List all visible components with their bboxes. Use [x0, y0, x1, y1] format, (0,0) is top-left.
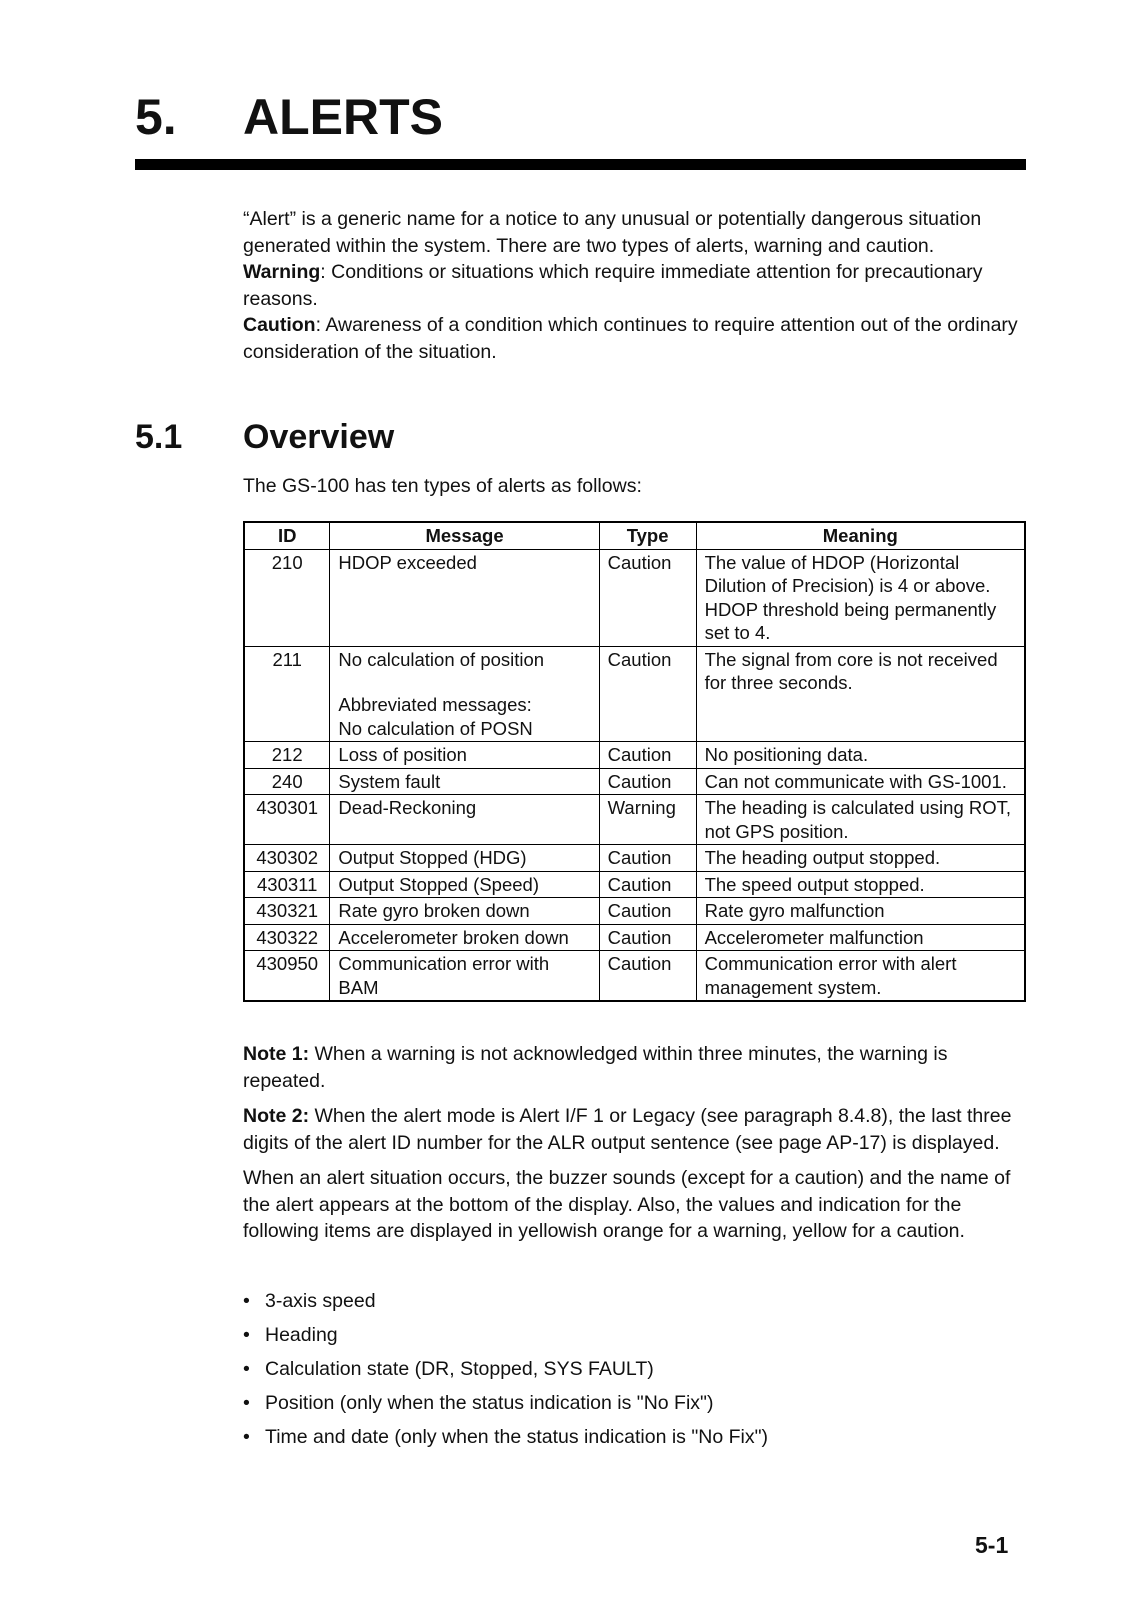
alert-message: Dead-Reckoning — [330, 795, 599, 845]
alert-id: 430321 — [244, 898, 330, 925]
bullet: • — [243, 1324, 250, 1346]
header-meaning: Meaning — [696, 522, 1025, 549]
intro-paragraph: “Alert” is a generic name for a notice to any unusual or potentially dangerous situation generated within the system. There are two types of alerts, warning and caution. — [243, 208, 982, 257]
list-item-text: Heading — [265, 1324, 338, 1346]
alert-message-main: No calculation of position — [338, 648, 545, 670]
list-item — [243, 1322, 1026, 1356]
note-1-text: When a warning is not acknowledged within three minutes, the warning is repeated. — [243, 1043, 948, 1092]
alert-type: Caution — [599, 845, 696, 872]
alert-id: 430950 — [244, 951, 330, 1002]
alert-type: Caution — [599, 768, 696, 795]
chapter-number: 5. — [135, 89, 177, 145]
alert-message: Output Stopped (Speed) — [330, 871, 599, 898]
notes-block — [243, 1041, 1026, 1254]
alert-message: Communication error with BAM — [330, 951, 599, 1002]
alert-meaning: Accelerometer malfunction — [696, 924, 1025, 951]
section-lead: The GS-100 has ten types of alerts as follows: — [243, 475, 642, 497]
bullet: • — [243, 1392, 250, 1414]
alert-display-paragraph: When an alert situation occurs, the buzzer sounds (except for a caution) and the name of the alert appears at the bottom of the display. Also, the values and indication for the following items are displayed in yellowish orange for a warning, yellow for a caution. — [243, 1167, 1011, 1242]
alert-message: Rate gyro broken down — [330, 898, 599, 925]
display-items-list — [243, 1288, 1026, 1458]
note-1 — [243, 1041, 1026, 1094]
alert-message: HDOP exceeded — [330, 549, 599, 646]
list-item-text: Time and date (only when the status indication is "No Fix") — [265, 1426, 769, 1448]
list-item — [243, 1424, 1026, 1458]
chapter-title: ALERTS — [243, 89, 443, 145]
header-type: Type — [599, 522, 696, 549]
note-2-label: Note 2: — [243, 1105, 310, 1127]
alert-message: Accelerometer broken down — [330, 924, 599, 951]
alert-type: Caution — [599, 898, 696, 925]
list-item — [243, 1288, 1026, 1322]
alert-type: Caution — [599, 951, 696, 1002]
alert-type: Caution — [599, 924, 696, 951]
note-2 — [243, 1103, 1026, 1156]
section-title: Overview — [243, 418, 395, 456]
table-row — [244, 795, 1025, 845]
alert-id: 240 — [244, 768, 330, 795]
alerts-table — [243, 521, 1026, 1002]
alert-id: 211 — [244, 646, 330, 742]
alert-meaning: The heading is calculated using ROT, not GPS position. — [696, 795, 1025, 845]
message-spacer — [338, 671, 590, 693]
table-row — [244, 924, 1025, 951]
list-item — [243, 1356, 1026, 1390]
alert-meaning: The value of HDOP (Horizontal Dilution of Precision) is 4 or above. HDOP threshold being permanently set to 4. — [696, 549, 1025, 646]
alert-meaning: Rate gyro malfunction — [696, 898, 1025, 925]
alert-meaning: Can not communicate with GS-1001. — [696, 768, 1025, 795]
alert-type: Caution — [599, 742, 696, 769]
alert-message: Loss of position — [330, 742, 599, 769]
alert-message: System fault — [330, 768, 599, 795]
alert-id: 212 — [244, 742, 330, 769]
alert-type: Warning — [599, 795, 696, 845]
warning-definition — [243, 259, 1026, 312]
alert-id: 430301 — [244, 795, 330, 845]
page-number: 5-1 — [975, 1532, 1009, 1558]
table-row — [244, 768, 1025, 795]
table-row — [244, 549, 1025, 646]
warning-label: Warning — [243, 261, 321, 283]
alert-id: 430302 — [244, 845, 330, 872]
caution-definition — [243, 312, 1026, 365]
table-row — [244, 845, 1025, 872]
alert-message: Output Stopped (HDG) — [330, 845, 599, 872]
section-number: 5.1 — [135, 418, 183, 456]
alert-meaning: The heading output stopped. — [696, 845, 1025, 872]
list-item — [243, 1390, 1026, 1424]
alert-type: Caution — [599, 549, 696, 646]
warning-text: : Conditions or situations which require immediate attention for precautionary reasons. — [243, 261, 983, 310]
note-2-text: When the alert mode is Alert I/F 1 or Legacy (see paragraph 8.4.8), the last three digits of the alert ID number for the ALR output sentence (see page AP-17) is displayed. — [243, 1105, 1012, 1154]
list-item-text: Calculation state (DR, Stopped, SYS FAULT) — [265, 1358, 654, 1380]
alert-meaning: Communication error with alert management system. — [696, 951, 1025, 1002]
alert-message — [330, 646, 599, 742]
table-row — [244, 742, 1025, 769]
bullet: • — [243, 1290, 250, 1312]
table-row — [244, 871, 1025, 898]
alert-message-abbrev-label: Abbreviated messages: — [338, 694, 532, 715]
alert-type: Caution — [599, 871, 696, 898]
alert-id: 210 — [244, 549, 330, 646]
bullet: • — [243, 1426, 250, 1448]
alert-message-abbrev: No calculation of POSN — [338, 717, 533, 739]
list-item-text: 3-axis speed — [265, 1290, 376, 1312]
alert-id: 430311 — [244, 871, 330, 898]
caution-text: : Awareness of a condition which continues to require attention out of the ordinary consideration of the situation. — [243, 314, 1018, 363]
table-row — [244, 898, 1025, 925]
table-header-row — [244, 522, 1025, 549]
list-item-text: Position (only when the status indication is "No Fix") — [265, 1392, 714, 1414]
caution-label: Caution — [243, 314, 316, 336]
header-id: ID — [244, 522, 330, 549]
alert-meaning: The speed output stopped. — [696, 871, 1025, 898]
table-row — [244, 646, 1025, 742]
bullet: • — [243, 1358, 250, 1380]
alert-type: Caution — [599, 646, 696, 742]
alert-meaning: No positioning data. — [696, 742, 1025, 769]
chapter-rule — [135, 159, 1026, 170]
alert-id: 430322 — [244, 924, 330, 951]
intro-block — [243, 206, 1026, 365]
header-message: Message — [330, 522, 599, 549]
table-row — [244, 951, 1025, 1002]
alert-meaning: The signal from core is not received for three seconds. — [696, 646, 1025, 742]
note-1-label: Note 1: — [243, 1043, 310, 1065]
